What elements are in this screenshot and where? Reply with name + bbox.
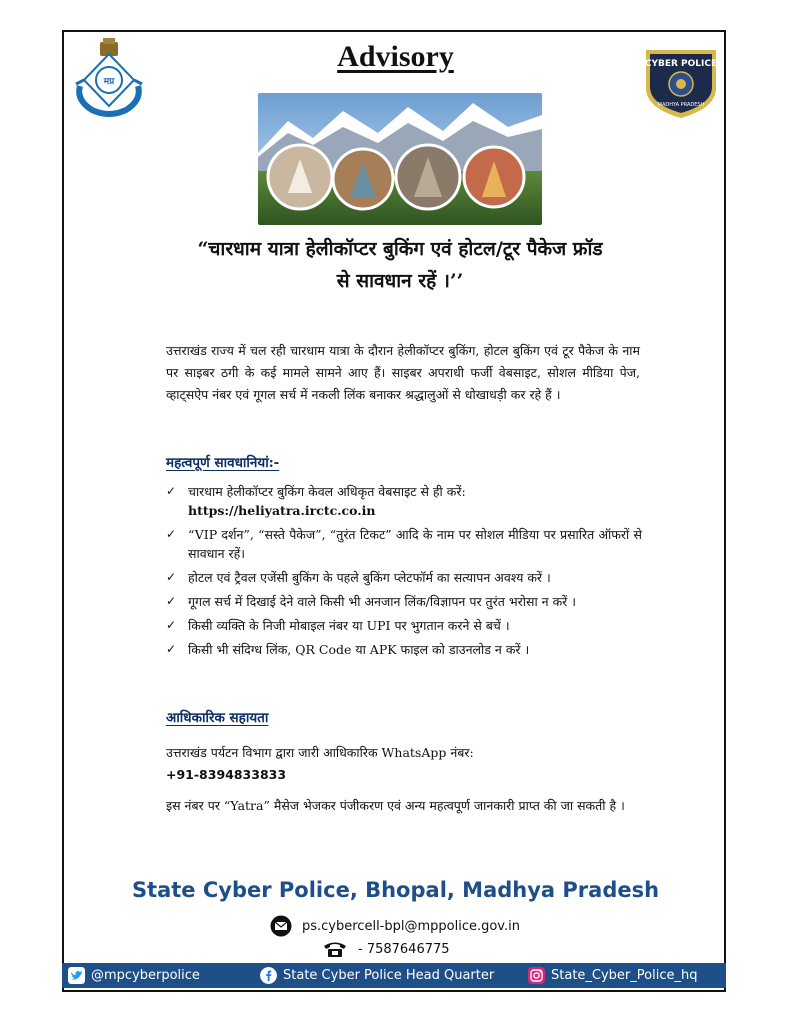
page-title-text: Advisory [337,40,454,73]
facebook-page-text[interactable]: State Cyber Police Head Quarter [283,968,495,983]
precaution-text: किसी भी संदिग्ध लिंक, QR Code या APK फाइल को डाउनलोड न करें । [188,642,530,657]
precaution-item [166,616,642,635]
email-contact[interactable] [270,915,520,937]
chardham-temples-image [258,93,542,225]
precaution-text: “VIP दर्शन”, “सस्ते पैकेज”, “तुरंत टिकट” आदि के नाम पर सोशल मीडिया पर प्रसारित ऑफरों से सावधान रहें। [188,527,642,561]
phone-number[interactable]: - 7587646775 [358,941,450,957]
precautions-heading: महत्वपूर्ण सावधानियां:- [166,455,280,471]
check-icon: ✓ [166,570,177,584]
headline-line-2: से सावधान रहें ।’’ [336,270,464,292]
twitter-icon [68,967,85,984]
precaution-text: गूगल सर्च में दिखाई देने वाले किसी भी अनजान लिंक/विज्ञापन पर तुरंत भरोसा न करें । [188,594,577,609]
check-icon: ✓ [166,527,177,541]
precautions-list [166,482,642,664]
instagram-handle[interactable] [528,967,697,984]
badge-bottom-text: MADHYA PRADESH [657,102,705,108]
intro-paragraph: उत्तराखंड राज्य में चल रही चारधाम यात्रा के दौरान हेलीकॉप्टर बुकिंग, होटल बुकिंग एवं टूर पैकेज के नाम पर साइबर ठगी के कई मामले सामने आए हैं। साइबर अपराधी फर्जी वेबसाइट, सोशल मीडिया पेज, व्हाट्सऐप नंबर एवं गूगल सर्च में नकली लिंक बनाकर श्रद्धालुओं से धोखाधड़ी कर रहे हैं । [166,343,640,402]
page-title [0,40,791,74]
precaution-item [166,525,642,563]
support-heading: आधिकारिक सहायता [166,710,269,726]
social-media-bar [62,963,726,988]
heliyatra-link[interactable]: https://heliyatra.irctc.co.in [188,503,376,518]
email-address[interactable]: ps.cybercell-bpl@mppolice.gov.in [302,918,520,934]
precaution-item [166,592,642,611]
facebook-icon [260,967,277,984]
headline-line-1: “चारधाम यात्रा हेलीकॉप्टर बुकिंग एवं होटल/टूर पैकेज फ्रॉड [197,238,603,260]
badge-top-text: CYBER POLICE [644,59,718,69]
check-icon: ✓ [166,594,177,608]
check-icon: ✓ [166,618,177,632]
svg-text:मप्र: मप्र [103,77,115,87]
support-line-1 [166,742,640,786]
phone-contact[interactable] [322,940,450,958]
precaution-text: चारधाम हेलीकॉप्टर बुकिंग केवल अधिकृत वेबसाइट से ही करें: [188,484,466,499]
twitter-handle[interactable] [68,967,200,984]
telephone-icon [322,940,348,958]
support-line-2: इस नंबर पर “Yatra” मैसेज भेजकर पंजीकरण एवं अन्य महत्वपूर्ण जानकारी प्राप्त की जा सकती है । [166,798,625,813]
facebook-page[interactable] [260,967,494,984]
precaution-item [166,568,642,587]
precaution-text: होटल एवं ट्रैवल एजेंसी बुकिंग के पहले बुकिंग प्लेटफॉर्म का सत्यापन अवश्य करें । [188,570,551,585]
instagram-handle-text[interactable]: State_Cyber_Police_hq [551,968,698,983]
precaution-item [166,482,642,520]
precaution-item [166,640,642,659]
check-icon: ✓ [166,484,177,498]
whatsapp-number[interactable]: +91-8394833833 [166,767,287,782]
instagram-icon [528,967,545,984]
precaution-text: किसी व्यक्ति के निजी मोबाइल नंबर या UPI पर भुगतान करने से बचें । [188,618,510,633]
check-icon: ✓ [166,642,177,656]
organization-name: State Cyber Police, Bhopal, Madhya Pradesh [131,878,660,902]
twitter-handle-text[interactable]: @mpcyberpolice [91,968,200,983]
support-text: उत्तराखंड पर्यटन विभाग द्वारा जारी आधिकारिक WhatsApp नंबर: [166,745,474,760]
email-icon [270,915,292,937]
